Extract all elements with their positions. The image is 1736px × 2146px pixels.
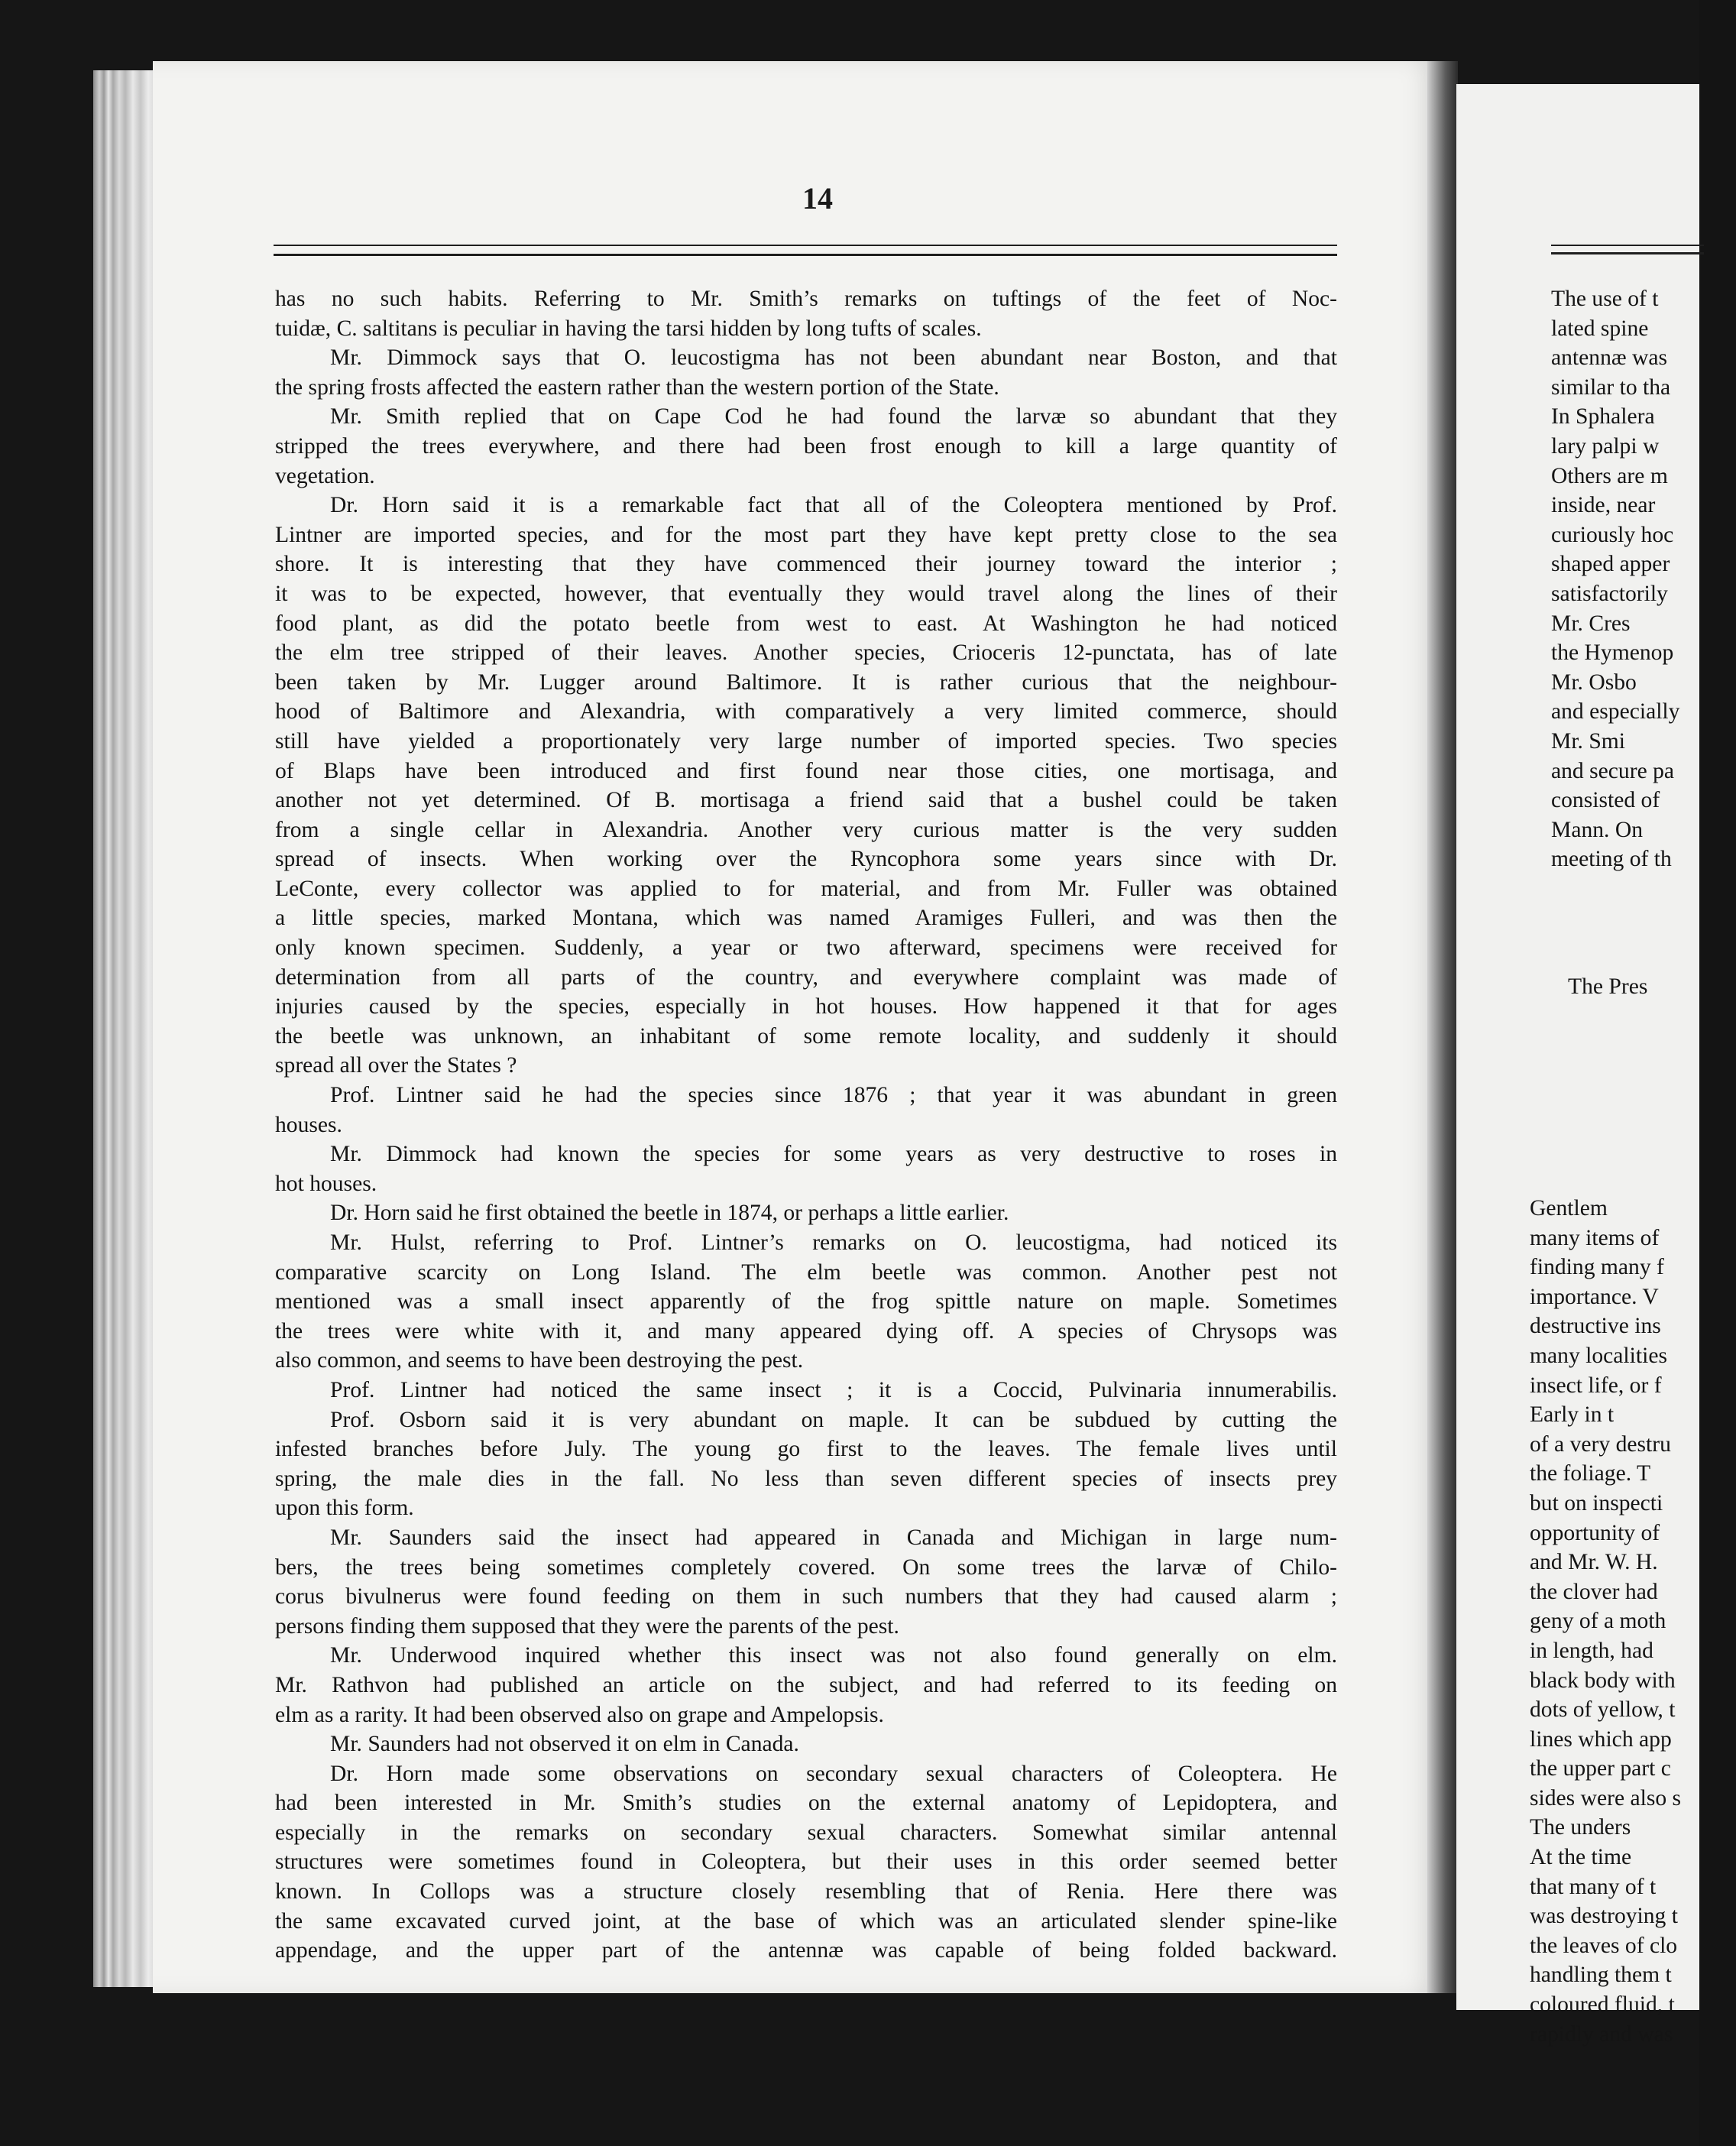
text-line: Mr. Cres bbox=[1551, 611, 1631, 636]
text-line: Mr. Underwood inquired whether this insect was not also found generally on elm. bbox=[330, 1643, 1337, 1668]
text-line: many items of bbox=[1530, 1225, 1660, 1250]
text-line: lated spine bbox=[1551, 316, 1649, 341]
text-line: opportunity of bbox=[1530, 1520, 1660, 1545]
text-line: Prof. Lintner said he had the species since 1876 ; that year it was abundant in green bbox=[330, 1083, 1337, 1108]
text-line: the spring frosts affected the eastern rather than the western portion of the State. bbox=[275, 374, 999, 400]
text-line: Gentlem bbox=[1530, 1196, 1608, 1220]
text-line: importance. V bbox=[1530, 1284, 1659, 1309]
text-line: coloured fluid, t bbox=[1530, 1992, 1675, 2018]
text-line: appendage, and the upper part of the antennæ was capable of being folded backward. bbox=[275, 1938, 1337, 1963]
text-line: shore. It is interesting that they have commenced their journey toward the interior ; bbox=[275, 552, 1337, 577]
text-line: consisted of bbox=[1551, 788, 1660, 813]
page-stack-edge bbox=[93, 70, 154, 1987]
text-line: satisfactorily bbox=[1551, 581, 1668, 606]
text-line: another not yet determined. Of B. mortisaga a friend said that a bushel could be taken bbox=[275, 788, 1337, 813]
text-line: stripped the trees everywhere, and there had been frost enough to kill a large quantity of bbox=[275, 433, 1337, 459]
text-line: the trees were white with it, and many appeared dying off. A species of Chrysops was bbox=[275, 1318, 1337, 1344]
text-line: had been interested in Mr. Smith’s studies on the external anatomy of Lepidoptera, and bbox=[275, 1791, 1337, 1816]
text-line: comparative scarcity on Long Island. The elm beetle was common. Another pest not bbox=[275, 1259, 1337, 1285]
page-number: 14 bbox=[802, 181, 833, 216]
text-line: spread of insects. When working over the Ryncophora some years since with Dr. bbox=[275, 847, 1337, 872]
text-line: structures were sometimes found in Coleoptera, but their uses in this order seemed better bbox=[275, 1849, 1337, 1875]
text-line: Lintner are imported species, and for the most part they have kept pretty close to the sea bbox=[275, 522, 1337, 547]
text-line: that many of t bbox=[1530, 1874, 1657, 1899]
text-line: handling them t bbox=[1530, 1963, 1672, 1988]
book-gutter bbox=[1427, 61, 1458, 1993]
text-line: tuidæ, C. saltitans is peculiar in having the tarsi hidden by long tufts of scales. bbox=[275, 316, 982, 341]
text-line: Dr. Horn made some observations on secondary sexual characters of Coleoptera. He bbox=[330, 1761, 1337, 1786]
text-line: the beetle was unknown, an inhabitant of some remote locality, and suddenly it should bbox=[275, 1023, 1337, 1049]
text-line: infested branches before July. The young go first to the leaves. The female lives until bbox=[275, 1437, 1337, 1462]
text-line: dots of yellow, t bbox=[1530, 1697, 1676, 1723]
text-line: the upper part c bbox=[1530, 1756, 1671, 1781]
text-line: destructive ins bbox=[1530, 1314, 1661, 1339]
text-line: sides were also s bbox=[1530, 1785, 1682, 1810]
text-line: lary palpi w bbox=[1551, 433, 1660, 459]
text-line: Early in t bbox=[1530, 1402, 1615, 1428]
right-page-president bbox=[1568, 972, 1736, 1002]
text-line: Mr. Smi bbox=[1551, 728, 1626, 754]
text-line: Mr. Dimmock had known the species for some years as very destructive to roses in bbox=[330, 1142, 1337, 1167]
text-line: Mr. Rathvon had published an article on the subject, and had referred to its feeding on bbox=[275, 1672, 1337, 1697]
text-line: the same excavated curved joint, at the base of which was an articulated slender spine-like bbox=[275, 1908, 1337, 1934]
text-line: was destroying t bbox=[1530, 1904, 1678, 1929]
text-line: insect life, or f bbox=[1530, 1373, 1662, 1398]
text-line: in length, had bbox=[1530, 1638, 1653, 1663]
text-line: hot houses. bbox=[275, 1171, 377, 1196]
header-rule bbox=[274, 245, 1337, 256]
text-line: spread all over the States ? bbox=[275, 1053, 517, 1078]
text-line: Mr. Dimmock says that O. leucostigma has not been abundant near Boston, and that bbox=[330, 345, 1337, 371]
text-line: The use of t bbox=[1551, 287, 1659, 311]
text-line: food plant, as did the potato beetle from west to east. At Washington he had noticed bbox=[275, 611, 1337, 636]
right-page bbox=[1456, 84, 1699, 2047]
text-line: has no such habits. Referring to Mr. Smith’s remarks on tuftings of the feet of Noc- bbox=[275, 287, 1337, 311]
text-line: Prof. Osborn said it is very abundant on maple. It can be subdued by cutting the bbox=[330, 1407, 1337, 1432]
text-line: also common, and seems to have been destroying the pest. bbox=[275, 1348, 804, 1373]
text-line: the elm tree stripped of their leaves. Another species, Crioceris 12-punctata, has of late bbox=[275, 640, 1337, 666]
text-line: mentioned was a small insect apparently of the frog spittle nature on maple. Sometimes bbox=[275, 1289, 1337, 1315]
text-line: a little species, marked Montana, which was named Aramiges Fulleri, and was then the bbox=[275, 906, 1337, 931]
text-line: and especially bbox=[1551, 699, 1680, 725]
text-line: it was to be expected, however, that eventually they would travel along the lines of their bbox=[275, 581, 1337, 606]
text-line: still have yielded a proportionately very large number of imported species. Two species bbox=[275, 728, 1337, 754]
text-line: LeConte, every collector was applied to for material, and from Mr. Fuller was obtained bbox=[275, 876, 1337, 901]
text-line: spring, the male dies in the fall. No less than seven different species of insects prey bbox=[275, 1466, 1337, 1491]
text-line: corus bivulnerus were found feeding on them in such numbers that they had caused alarm ; bbox=[275, 1584, 1337, 1610]
text-line: the Hymenop bbox=[1551, 640, 1674, 666]
text-line: upon this form. bbox=[275, 1496, 414, 1521]
text-line: finding many f bbox=[1530, 1255, 1664, 1280]
text-line: Mr. Osbo bbox=[1551, 669, 1637, 695]
text-line: determination from all parts of the country, and everywhere complaint was made of bbox=[275, 964, 1337, 990]
body-text bbox=[275, 284, 1337, 1966]
text-line: been taken by Mr. Lugger around Baltimore. It is rather curious that the neighbour- bbox=[275, 669, 1337, 695]
text-line: In Sphalera bbox=[1551, 404, 1655, 430]
right-page-rule bbox=[1551, 245, 1704, 254]
text-line: Dr. Horn said he first obtained the beetle in 1874, or perhaps a little earlier. bbox=[330, 1201, 1009, 1226]
text-line: curiously hoc bbox=[1551, 522, 1674, 547]
text-line: bers, the trees being sometimes completely covered. On some trees the larvæ of Chilo- bbox=[275, 1554, 1337, 1580]
text-line: and Mr. W. H. bbox=[1530, 1550, 1658, 1575]
text-line: The unders bbox=[1530, 1815, 1631, 1840]
text-line: inside, near bbox=[1551, 493, 1656, 518]
text-line: Mr. Hulst, referring to Prof. Lintner’s remarks on O. leucostigma, had noticed its bbox=[330, 1230, 1337, 1255]
text-line: Dr. Horn said it is a remarkable fact that all of the Coleoptera mentioned by Prof. bbox=[330, 493, 1337, 518]
text-line: vegetation. bbox=[275, 463, 375, 488]
text-line: persons finding them supposed that they were the parents of the pest. bbox=[275, 1613, 899, 1639]
text-line: Others are m bbox=[1551, 463, 1668, 488]
text-line: Mann. On bbox=[1551, 817, 1644, 842]
text-line: similar to tha bbox=[1551, 374, 1671, 400]
text-line: elm as a rarity. It had been observed also on grape and Ampelopsis. bbox=[275, 1702, 884, 1727]
text-line: The Pres bbox=[1568, 974, 1648, 999]
text-line: from a single cellar in Alexandria. Another very curious matter is the very sudden bbox=[275, 817, 1337, 842]
text-line: Mr. Saunders had not observed it on elm in Canada. bbox=[330, 1732, 799, 1757]
text-line: the foliage. T bbox=[1530, 1461, 1651, 1486]
text-line: black body with bbox=[1530, 1668, 1676, 1693]
text-line: of Blaps have been introduced and first found near those cities, one mortisaga, and bbox=[275, 758, 1337, 783]
text-line: many localities bbox=[1530, 1343, 1667, 1368]
text-line: the leaves of clo bbox=[1530, 1933, 1678, 1958]
text-line: houses. bbox=[275, 1112, 342, 1137]
right-page-text-top bbox=[1551, 284, 1719, 874]
text-line: Mr. Saunders said the insect had appeared in Canada and Michigan in large num- bbox=[330, 1525, 1337, 1550]
text-line: At the time bbox=[1530, 1845, 1632, 1870]
text-line: meeting of th bbox=[1551, 847, 1672, 872]
text-line: lines which app bbox=[1530, 1726, 1672, 1752]
text-line: hood of Baltimore and Alexandria, with comparatively a very limited commerce, should bbox=[275, 699, 1337, 725]
text-line: geny of a moth bbox=[1530, 1609, 1666, 1634]
text-line: especially in the remarks on secondary sexual characters. Somewhat similar antennal bbox=[275, 1820, 1337, 1845]
text-line: Prof. Lintner had noticed the same insect ; it is a Coccid, Pulvinaria innumerabilis. bbox=[330, 1377, 1337, 1402]
text-line: rapidly and was bbox=[1530, 2021, 1673, 2047]
text-line: of a very destru bbox=[1530, 1431, 1671, 1457]
text-line: only known specimen. Suddenly, a year or two afterward, specimens were received for bbox=[275, 935, 1337, 961]
right-page-text-bottom bbox=[1530, 1194, 1698, 2049]
text-line: injuries caused by the species, especially in hot houses. How happened it that for ages bbox=[275, 994, 1337, 1020]
text-line: antennæ was bbox=[1551, 345, 1668, 371]
text-line: Mr. Smith replied that on Cape Cod he had found the larvæ so abundant that they bbox=[330, 404, 1337, 430]
text-line: known. In Collops was a structure closely resembling that of Renia. Here there was bbox=[275, 1879, 1337, 1904]
text-line: the clover had bbox=[1530, 1579, 1658, 1604]
text-line: and secure pa bbox=[1551, 758, 1675, 783]
text-line: but on inspecti bbox=[1530, 1490, 1663, 1515]
text-line: shaped apper bbox=[1551, 552, 1670, 577]
